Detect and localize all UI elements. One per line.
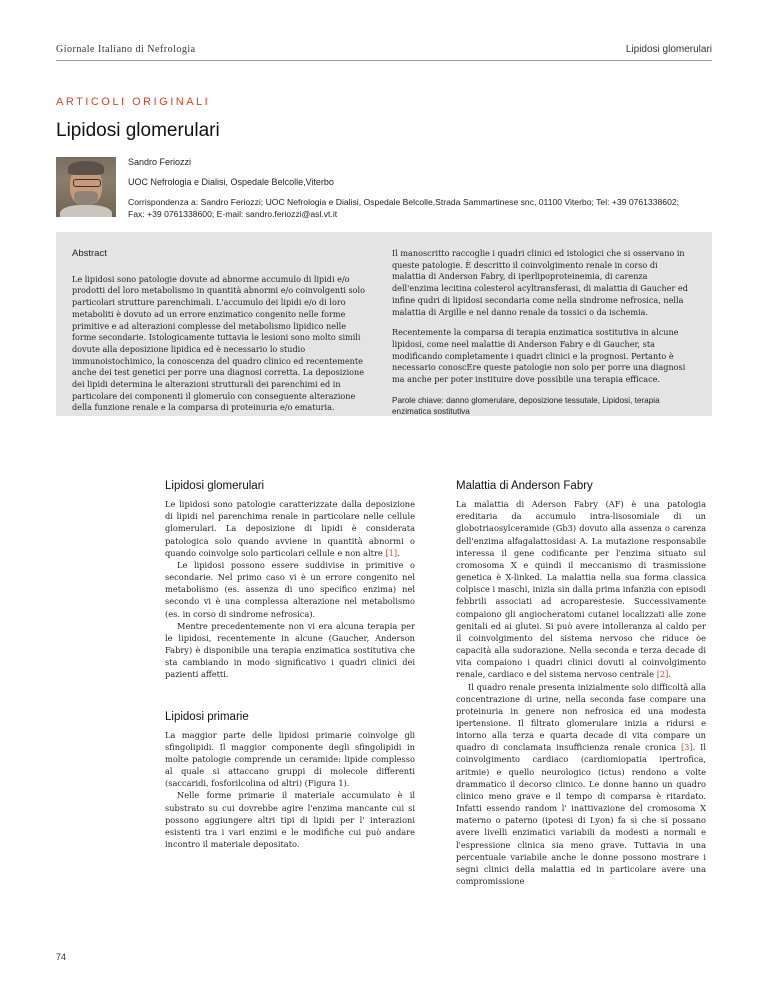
paragraph: La maggior parte delle lipidosi primarie coinvolge gli sfingolipidi. Il maggior componente degli sfingolipidi in molte patologie comprende un ceramide: lipide complesso al quale si attaccano gruppi di molecole differenti (saccaridi, fosforilcolina od altri) (Figura 1).: [165, 729, 415, 789]
citation-link[interactable]: [1]: [385, 547, 398, 558]
keywords-label: Parole chiave:: [392, 395, 444, 405]
paragraph: Mentre precedentemente non vi era alcuna terapia per le lipidosi, recentemente in alcune (Gaucher, Anderson Fabry) è disponibile una terapia enzimatica sostitutiva che sta cambiando in modo significativo i quadri clinici dei pazienti affetti.: [165, 620, 415, 680]
page-number: 74: [56, 952, 67, 962]
section-label: ARTICOLI ORIGINALI: [56, 96, 211, 108]
paragraph: [456, 498, 706, 680]
running-title: Lipidosi glomerulari: [625, 44, 712, 55]
abstract-text-2: Il manoscritto raccoglie i quadri clinici ed istologici che si osservano in queste patologie. È descritto il coinvolgimento renale in corso di malattia di Anderson Fabry, di iperlipoproteinemia, di carenza dell'enzima lecitina colesterol acyltransferasi, di malattia di Gaucher ed infine qudri di lipidosi secondaria come nella sindrome nefrosica, nella malattia di Argille e nel danno renale da tossici o da ischemia.: [392, 248, 688, 317]
paragraph-text: .: [397, 547, 400, 558]
abstract-text-3: Recentemente la comparsa di terapia enzimatica sostitutiva in alcune lipidosi, come neel malattie di Anderson Fabry e di Gaucher, sta modificando completamente i quadri clinici e la prognosi. Pertanto è necessario conoscEre queste patologie non solo per porre una diagnosi ma anche per poter instituire dove possibile una terapia efficace.: [392, 327, 686, 385]
body-left-column: [165, 480, 415, 850]
body-right-column: [456, 480, 706, 887]
section-heading-lipidosi-primarie: Lipidosi primarie: [165, 710, 249, 723]
paragraph-text: . Il coinvolgimento cardiaco (cardiomiopatia ipertrofica, aritmie) e quello neurologico (ictus) rendono a volte drammatico il decorso clinico. Le donne hanno un quadro clinico meno grave e il tempo di comparsa è ritardato. Infatti essendo random l' inattivazione del cromosoma X materno o paterno (ipotesi di Lyon) fa sì che si possano avere livelli enzimatici variabili da modesti a normali e l'espressione clinica sia meno grave. Tuttavia in una percentuale variabile anche le donne possono mostrare i segni clinici della malattia ed in particolare avere una compromissione: [456, 742, 706, 886]
abstract-box: [56, 232, 712, 416]
paragraph: Le lipidosi possono essere suddivise in primitive o secondarie. Nel primo caso vi è un errore congenito nel metabolismo (es. assenza di uno specifico enzima) nel secondo vi è una complessa alterazione nel metabolismo (es. in corso di sindrome nefrosica).: [165, 559, 415, 619]
paragraph-text: La malattia di Aderson Fabry (AF) è una patologia ereditaria da accumulo intra-lisosomiale di un globotriaosylceramide (Gb3) dovuto alla assenza o carenza dell'enzima alfagalattosidasi A. La mutazione responsabile interessa il gene codificante per l'enzima situato sul cromosoma X e quindi il meccanismo di trasmissione genetica è X-linked. La malattia nella sua forma classica colpisce i maschi, inizia sin dalla prima infanzia con episodi febbrili associati ad acroparestesie. Successivamente compaiono gli angiocheratomi cutanei localizzati alle zone genitali ed ai glutei. Si può avere intolleranza al caldo per il coinvolgimento del sistema nervoso che riduce òe capacità alla sudorazione. Nella seconda e terza decade di vita compaiono i quadri clinici dovuti al coinvolgimento renale, cardiaco e del sistema nervoso centrale: [456, 499, 706, 680]
correspondence-line-1: Corrispondenza a: Sandro Feriozzi; UOC Nefrologia e Dialisi, Ospedale Belcolle,Strada Sammartinese snc, 01100 Viterbo; Tel: +39 0761338602;: [128, 197, 680, 207]
citation-link[interactable]: [3]: [680, 742, 693, 753]
citation-link[interactable]: [2]: [656, 669, 669, 680]
abstract-heading: Abstract: [72, 248, 107, 259]
section-heading-lipidosi-glomerulari: Lipidosi glomerulari: [165, 480, 265, 492]
header-rule: [56, 60, 712, 61]
paragraph-text: Le lipidosi sono patologie caratterizzate dalla deposizione di lipidi nel parenchima renale in particolare nelle cellule glomerulari. La deposizione di lipidi è considerata patologica solo quando avviene in quantità abnormi o quando coinvolge solo particolari cellule e non altre: [165, 499, 415, 558]
paragraph: [456, 681, 706, 888]
keywords: [392, 395, 692, 417]
correspondence: [128, 196, 718, 220]
abstract-text: Le lipidosi sono patologie dovute ad abnorme accumulo di lipidi e/o prodotti del loro metabolismo in quantità abnormi e/o coinvolgenti solo particolari strutture parenchimali. L'accumulo dei lipidi e/o di loro metaboliti è dovuto ad un errore enzimatico congenito nelle forme primitive e ad alterazioni complesse del metabolismo lipidico nelle forme secondarie. Istologicamente tuttavia le lesioni sono molto simili dovute alla deposizione lipidica ed è necessario lo studio immunoistochimico, la conoscenza del quadro clinico ed recentemente anche dei test genetici per porre una diagnosi corretta. La deposizione dei lipidi determina le alterazioni strutturali dei parenchimi ed in particolare dei componenti il glomerulo con conseguente alterazione della funzione renale e la comparsa di proteinuria e/o ematuria.: [72, 273, 365, 413]
author-name: Sandro Feriozzi: [128, 157, 192, 167]
abstract-right-column: [392, 248, 692, 417]
article-title: Lipidosi glomerulari: [56, 120, 220, 141]
journal-name: Giornale Italiano di Nefrologia: [56, 44, 196, 55]
abstract-left-column: [72, 248, 372, 423]
author-photo: [56, 157, 116, 217]
author-affiliation: UOC Nefrologia e Dialisi, Ospedale Belcolle,Viterbo: [128, 177, 334, 187]
paragraph-text: Il quadro renale presenta inizialmente solo difficoltà alla concentrazione di urine, nella seconda fase compare una proteinuria in genere non nefrosica ed una modesta ipertensione. Il filtrato glomerulare inizia a ridursi e intorno alla terza e quarta decade di vita compare un quadro di conclamata insufficienza renale cronica: [456, 681, 706, 753]
keywords-list: danno glomerulare, deposizione tessutale, Lipidosi, terapia enzimatica sostitutiva: [392, 395, 660, 416]
paragraph-text: .: [668, 669, 671, 680]
section-heading-anderson-fabry: Malattia di Anderson Fabry: [456, 480, 593, 492]
paragraph: [165, 498, 415, 559]
paragraph: Nelle forme primarie il materiale accumulato è il substrato su cui dovrebbe agire l'enzima mancante cui si possono aggiungere altri tipi di lipidi per l' interazioni esistenti tra i vari enzimi e le modifiche cui può andare incontro il materiale depositato.: [165, 790, 415, 850]
correspondence-line-2: Fax: +39 0761338600; E-mail: sandro.feriozzi@asl.vt.it: [128, 209, 338, 219]
